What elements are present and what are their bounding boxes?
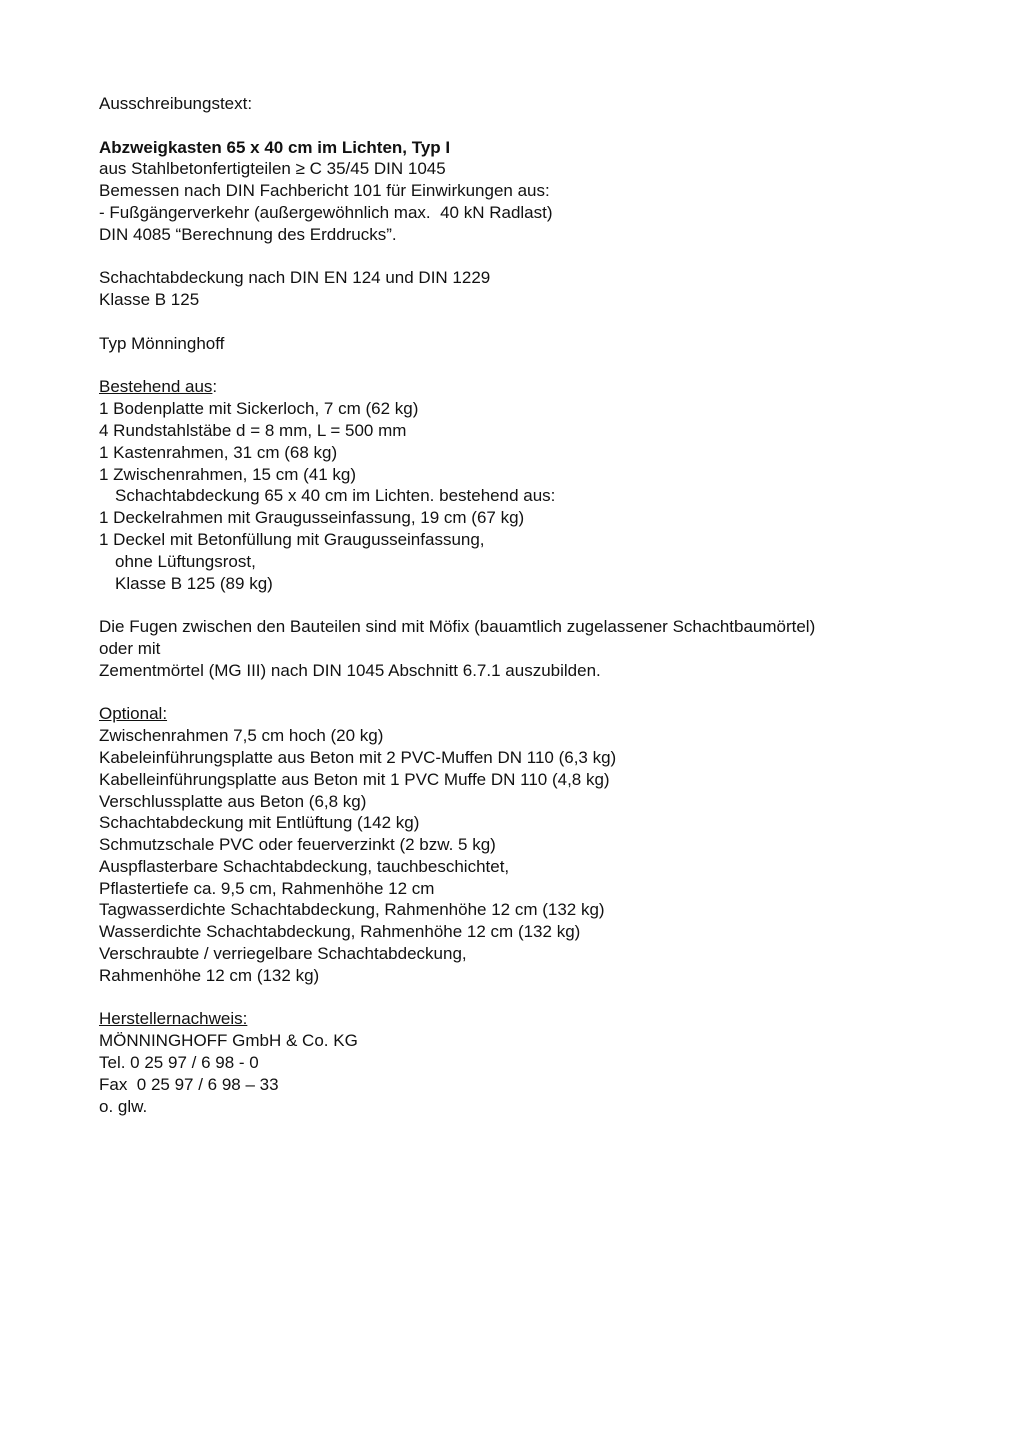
document-page [99,93,979,1117]
component-item: 1 Kastenrahmen, 31 cm (68 kg) [99,442,338,462]
spec-line: DIN 4085 “Berechnung des Erddrucks”. [99,224,397,244]
optional-item: Schmutzschale PVC oder feuerverzinkt (2 bzw. 5 kg) [99,835,496,855]
component-item: 1 Deckelrahmen mit Graugusseinfassung, 19 cm (67 kg) [99,508,525,528]
optional-item: Tagwasserdichte Schachtabdeckung, Rahmenhöhe 12 cm (132 kg) [99,900,605,920]
components-heading [99,376,979,398]
header-label: Ausschreibungstext: [99,94,253,113]
spec-line: Bemessen nach DIN Fachbericht 101 für Einwirkungen aus: [99,181,550,201]
optional-item: Verschlussplatte aus Beton (6,8 kg) [99,791,367,811]
optional-heading: Optional: [99,704,168,724]
type-line: Typ Mönninghoff [99,333,225,353]
components-heading-colon: : [212,377,218,397]
component-item: 1 Zwischenrahmen, 15 cm (41 kg) [99,464,356,484]
spec-line: - Fußgängerverkehr (außergewöhnlich max. 40 kN Radlast) [99,202,553,222]
optional-item: Kabelleinführungsplatte aus Beton mit 1 PVC Muffe DN 110 (4,8 kg) [99,769,610,789]
cover-line: Klasse B 125 [99,290,200,310]
component-item: 1 Bodenplatte mit Sickerloch, 7 cm (62 kg) [99,399,419,419]
spec-line: aus Stahlbetonfertigteilen ≥ C 35/45 DIN 1045 [99,159,446,179]
optional-item: Wasserdichte Schachtabdeckung, Rahmenhöhe 12 cm (132 kg) [99,922,581,942]
manufacturer-heading: Herstellernachweis: [99,1009,248,1029]
optional-item: Auspflasterbare Schachtabdeckung, tauchbeschichtet, [99,856,510,876]
component-item: 1 Deckel mit Betonfüllung mit Graugusseinfassung, [99,529,485,549]
optional-item: Zwischenrahmen 7,5 cm hoch (20 kg) [99,726,384,746]
equivalent-note: o. glw. [99,1096,148,1116]
optional-item: Verschraubte / verriegelbare Schachtabdeckung, [99,944,467,964]
components-heading-text: Bestehend aus [99,377,213,397]
component-item: Schachtabdeckung 65 x 40 cm im Lichten. bestehend aus: [115,486,556,506]
manufacturer-fax: Fax 0 25 97 / 6 98 – 33 [99,1074,279,1094]
optional-item: Rahmenhöhe 12 cm (132 kg) [99,965,320,985]
component-item: ohne Lüftungsrost, [115,551,256,571]
component-item: Klasse B 125 (89 kg) [115,573,273,593]
optional-item: Pflastertiefe ca. 9,5 cm, Rahmenhöhe 12 cm [99,878,435,898]
manufacturer-name: MÖNNINGHOFF GmbH & Co. KG [99,1031,358,1051]
joints-line: Zementmörtel (MG III) nach DIN 1045 Abschnitt 6.7.1 auszubilden. [99,660,601,680]
joints-line: Die Fugen zwischen den Bauteilen sind mit Möfix (bauamtlich zugelassener Schachtbaumörtel) [99,617,816,637]
optional-item: Schachtabdeckung mit Entlüftung (142 kg) [99,813,420,833]
manufacturer-tel: Tel. 0 25 97 / 6 98 - 0 [99,1053,259,1073]
document-title: Abzweigkasten 65 x 40 cm im Lichten, Typ I [99,137,451,157]
cover-line: Schachtabdeckung nach DIN EN 124 und DIN 1229 [99,268,491,288]
component-item: 4 Rundstahlstäbe d = 8 mm, L = 500 mm [99,420,407,440]
optional-item: Kabeleinführungsplatte aus Beton mit 2 PVC-Muffen DN 110 (6,3 kg) [99,747,617,767]
joints-line: oder mit [99,638,161,658]
